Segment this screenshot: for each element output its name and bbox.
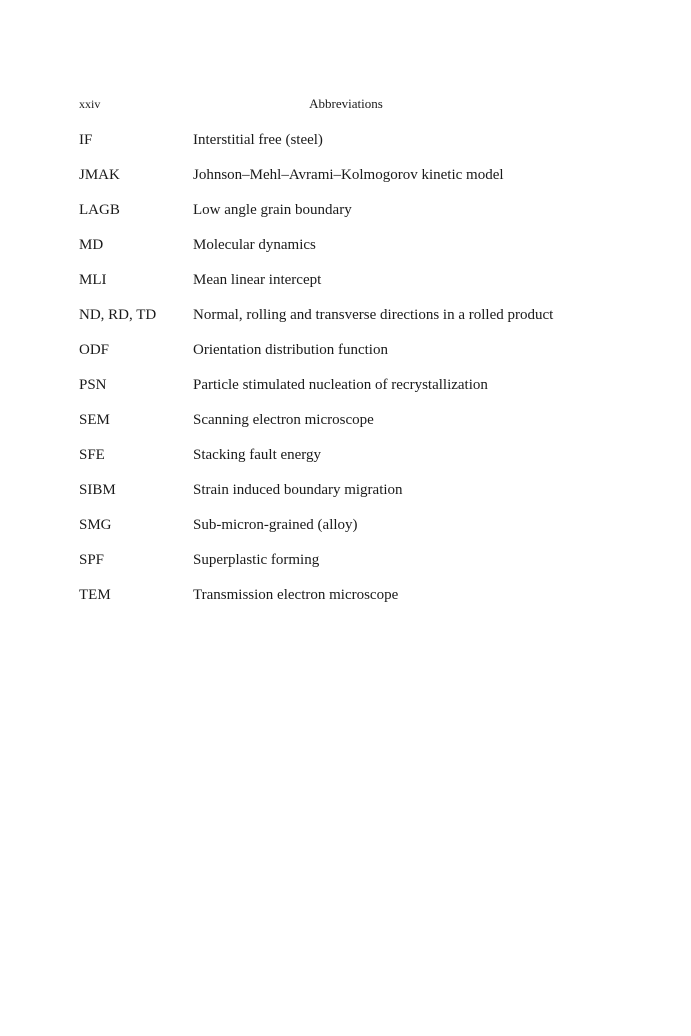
abbreviation-row [79,269,639,304]
abbreviation-definition: Molecular dynamics [193,237,316,253]
abbreviation-term: MLI [79,272,107,288]
abbreviation-term: PSN [79,377,107,393]
abbreviation-definition: Normal, rolling and transverse directions in a rolled product [193,307,554,323]
abbreviation-row [79,164,639,199]
abbreviation-definition: Transmission electron microscope [193,587,399,603]
abbreviation-term: SEM [79,412,110,428]
running-title: Abbreviations [309,96,383,111]
abbreviation-definition: Sub-micron-grained (alloy) [193,517,358,533]
abbreviation-definition: Particle stimulated nucleation of recrystallization [193,377,488,393]
abbreviation-row [79,514,639,549]
abbreviation-term: MD [79,237,104,253]
page-number: xxiv [79,97,101,111]
abbreviation-definition: Mean linear intercept [193,272,322,288]
abbreviation-row [79,374,639,409]
abbreviation-definition: Superplastic forming [193,552,320,568]
abbreviation-row [79,444,639,479]
abbreviation-row [79,584,639,619]
abbreviation-definition: Strain induced boundary migration [193,482,403,498]
page-header [79,95,613,113]
abbreviation-term: LAGB [79,202,120,218]
abbreviation-definition: Johnson–Mehl–Avrami–Kolmogorov kinetic model [193,167,504,183]
abbreviation-term: JMAK [79,167,120,183]
abbreviation-row [79,199,639,234]
abbreviation-definition: Low angle grain boundary [193,202,352,218]
abbreviation-term: SIBM [79,482,116,498]
abbreviation-definition: Orientation distribution function [193,342,388,358]
abbreviation-term: SPF [79,552,105,568]
abbreviation-row [79,549,639,584]
abbreviation-row [79,304,639,339]
abbreviation-definition: Stacking fault energy [193,447,322,463]
abbreviation-definition: Interstitial free (steel) [193,132,323,148]
abbreviation-term: ODF [79,342,110,358]
abbreviation-term: ND, RD, TD [79,307,157,323]
abbreviation-term: TEM [79,587,111,603]
abbreviation-row [79,339,639,374]
abbreviation-list [79,129,639,619]
abbreviation-term: SFE [79,447,105,463]
abbreviation-term: IF [79,132,93,148]
abbreviation-row [79,129,639,164]
abbreviation-row [79,409,639,444]
abbreviation-row [79,234,639,269]
abbreviation-row [79,479,639,514]
abbreviation-definition: Scanning electron microscope [193,412,374,428]
abbreviation-term: SMG [79,517,112,533]
